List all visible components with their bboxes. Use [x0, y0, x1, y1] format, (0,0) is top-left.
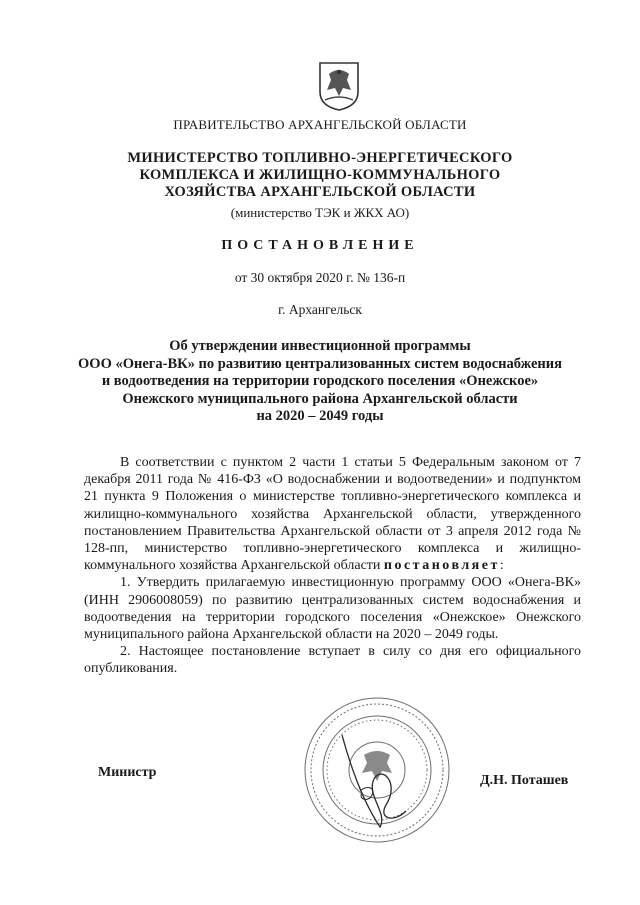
resolve-keyword: постановляет [383, 558, 500, 574]
coat-of-arms-icon [317, 60, 361, 112]
government-name: ПРАВИТЕЛЬСТВО АРХАНГЕЛЬСКОЙ ОБЛАСТИ [173, 117, 467, 132]
official-seal [302, 695, 452, 845]
title-line: на 2020 – 2049 годы [256, 408, 384, 424]
signatory-position: Министр [98, 765, 157, 780]
title-line: ООО «Онега-ВК» по развитию централизованных систем водоснабжения [78, 355, 562, 372]
ministry-name-line: ХОЗЯЙСТВА АРХАНГЕЛЬСКОЙ ОБЛАСТИ [164, 184, 476, 200]
title-line: Онежского муниципального района Архангельской области [122, 390, 518, 407]
ministry-name [0, 150, 640, 201]
title-line: Об утверждении инвестиционной программы [169, 338, 471, 354]
title-line: и водоотведения на территории городского поселения «Онежское» [101, 373, 539, 389]
document-city: г. Архангельск [278, 302, 362, 317]
body-paragraph: 2. Настоящее постановление вступает в силу со дня его официального опубликования. [84, 644, 581, 677]
document-type: ПОСТАНОВЛЕНИЕ [221, 238, 419, 253]
preamble-end: : [499, 558, 504, 574]
body-paragraph [84, 454, 581, 574]
document-body [84, 454, 581, 678]
document-title [0, 338, 640, 426]
document-date-number: от 30 октября 2020 г. № 136-п [234, 270, 406, 285]
preamble-text: В соответствии с пунктом 2 части 1 статьи 5 Федеральным законом от 7 декабря 2011 года № 416-ФЗ «О водоснабжении и водоотведении» и подпунктом 21 пункта 9 Положения о министерстве топливно-энергетического комплекса и жилищно-коммунального хозяйства Архангельской области, утвержденного постановлением Правительства Архангельской области от 3 апреля 2012 года № 128-пп, министерство топливно-энергетического комплекса и жилищно-коммунального хозяйства Архангельской области [84, 455, 581, 574]
ministry-short-name: (министерство ТЭК и ЖКХ АО) [230, 205, 410, 220]
body-paragraph: 1. Утвердить прилагаемую инвестиционную программу ООО «Онега-ВК» (ИНН 2906008059) по развитию централизованных систем водоснабжения и водоотведения на территории городского поселения «Онежское» Онежского муниципального района Архангельской области на 2020 – 2049 годы. [84, 575, 581, 643]
ministry-name-line: МИНИСТЕРСТВО ТОПЛИВНО-ЭНЕРГЕТИЧЕСКОГО [127, 150, 513, 166]
signatory-name: Д.Н. Поташев [480, 773, 569, 788]
ministry-name-line: КОМПЛЕКСА И ЖИЛИЩНО-КОММУНАЛЬНОГО [139, 167, 501, 183]
